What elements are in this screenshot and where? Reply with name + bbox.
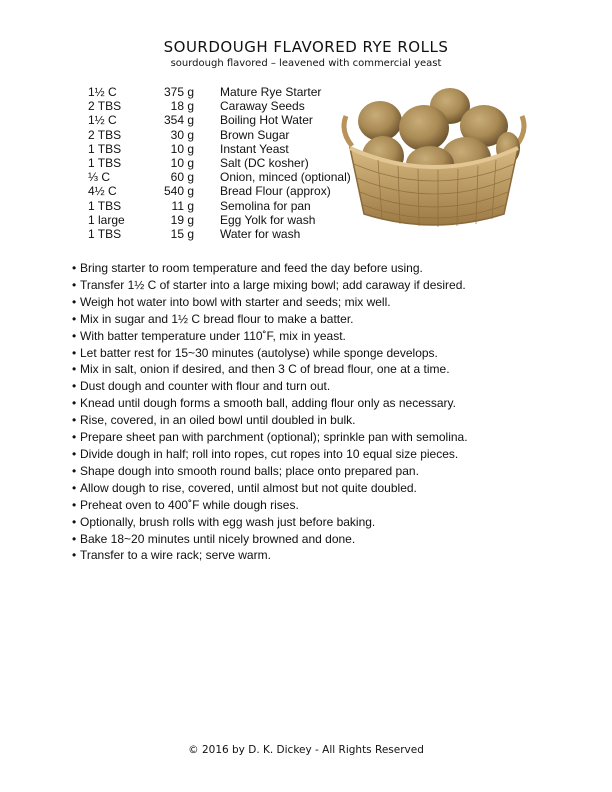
ingredient-weight: 18 g (170, 99, 194, 114)
ingredient-name: Instant Yeast (220, 141, 289, 156)
ingredient-name: Salt (DC kosher) (220, 156, 309, 171)
ingredient-name: Water for wash (220, 227, 301, 242)
ingredient-quantity: 1 TBS (88, 141, 122, 156)
bullet-icon: • (72, 311, 77, 326)
ingredient-name: Semolina for pan (220, 198, 311, 213)
bullet-icon: • (72, 430, 77, 445)
instruction-step (72, 463, 468, 480)
bullet-icon: • (72, 446, 77, 461)
ingredient-weight: 30 g (170, 127, 194, 142)
instruction-text: Transfer 1½ C of starter into a large mixing bowl; add caraway if desired. (80, 277, 466, 292)
bullet-icon: • (72, 413, 77, 428)
ingredient-name: Mature Rye Starter (220, 85, 322, 99)
instruction-step (72, 294, 468, 311)
bullet-icon: • (72, 328, 77, 343)
instruction-step (72, 412, 468, 429)
ingredient-weight: 10 g (170, 156, 194, 171)
instruction-step (72, 480, 468, 497)
ingredient-row (88, 199, 351, 213)
instruction-step (72, 497, 468, 514)
ingredient-weight: 354 g (163, 113, 194, 128)
ingredient-row (88, 227, 351, 241)
ingredient-row (88, 99, 351, 113)
ingredient-name: Brown Sugar (220, 127, 290, 142)
ingredient-quantity: ⅓ C (88, 170, 111, 185)
ingredient-weight: 15 g (170, 227, 194, 242)
bullet-icon: • (72, 480, 77, 495)
ingredient-row (88, 156, 351, 170)
ingredient-row (88, 128, 351, 142)
ingredient-quantity: 1½ C (88, 85, 117, 99)
ingredient-table (88, 85, 351, 241)
instruction-step (72, 547, 468, 564)
basket-of-rolls-image (338, 86, 530, 234)
bullet-icon: • (72, 294, 77, 309)
bullet-icon: • (72, 463, 77, 478)
ingredient-quantity: 1 TBS (88, 198, 122, 213)
instruction-text: Rise, covered, in an oiled bowl until doubled in bulk. (80, 413, 356, 428)
instruction-text: Divide dough in half; roll into ropes, cut ropes into 10 equal size pieces. (80, 446, 459, 461)
copyright-footer: © 2016 by D. K. Dickey - All Rights Reserved (188, 744, 424, 756)
instruction-step (72, 395, 468, 412)
recipe-subtitle: sourdough flavored – leavened with commercial yeast (170, 58, 442, 69)
instruction-text: Bring starter to room temperature and feed the day before using. (80, 261, 423, 275)
ingredient-row (88, 85, 351, 99)
ingredient-weight: 11 g (171, 198, 194, 213)
instruction-text: With batter temperature under 110˚F, mix in yeast. (80, 328, 346, 343)
instruction-text: Let batter rest for 15~30 minutes (autolyse) while sponge develops. (80, 345, 438, 360)
instruction-text: Preheat oven to 400˚F while dough rises. (80, 497, 299, 512)
bullet-icon: • (72, 396, 77, 411)
ingredient-weight: 540 g (163, 184, 194, 199)
instruction-text: Mix in salt, onion if desired, and then 3 C of bread flour, one at a time. (80, 362, 450, 377)
instruction-text: Bake 18~20 minutes until nicely browned and done. (80, 531, 356, 546)
ingredient-name: Caraway Seeds (220, 99, 305, 114)
instruction-text: Shape dough into smooth round balls; place onto prepared pan. (80, 463, 419, 478)
bullet-icon: • (72, 362, 77, 377)
bullet-icon: • (72, 514, 77, 529)
instruction-text: Prepare sheet pan with parchment (optional); sprinkle pan with semolina. (80, 430, 468, 445)
instruction-step (72, 311, 468, 328)
bullet-icon: • (72, 277, 77, 292)
ingredient-name: Bread Flour (approx) (220, 184, 331, 199)
bullet-icon: • (72, 379, 77, 394)
ingredient-quantity: 2 TBS (88, 99, 122, 114)
instruction-step (72, 514, 468, 531)
ingredient-quantity: 1 TBS (88, 227, 122, 242)
ingredient-quantity: 2 TBS (88, 127, 122, 142)
ingredient-quantity: 4½ C (88, 184, 117, 199)
instruction-text: Mix in sugar and 1½ C bread flour to make a batter. (80, 311, 354, 326)
basket-handle-left (344, 116, 352, 146)
instruction-step (72, 260, 468, 277)
instruction-step (72, 277, 468, 294)
ingredient-row (88, 170, 351, 184)
instruction-text: Knead until dough forms a smooth ball, adding flour only as necessary. (80, 396, 456, 411)
bullet-icon: • (72, 531, 77, 546)
ingredient-quantity: 1 large (88, 212, 125, 227)
ingredient-row (88, 213, 351, 227)
ingredient-weight: 10 g (170, 141, 194, 156)
ingredient-name: Boiling Hot Water (220, 113, 313, 128)
instruction-step (72, 429, 468, 446)
instruction-step (72, 361, 468, 378)
ingredient-row (88, 113, 351, 127)
instruction-step (72, 345, 468, 362)
bullet-icon: • (72, 497, 77, 512)
instruction-text: Dust dough and counter with flour and turn out. (80, 379, 331, 394)
ingredient-row (88, 184, 351, 198)
instruction-text: Allow dough to rise, covered, until almost but not quite doubled. (80, 480, 417, 495)
instruction-text: Weigh hot water into bowl with starter and seeds; mix well. (80, 294, 391, 309)
instruction-step (72, 531, 468, 548)
instruction-list (72, 260, 468, 564)
instruction-step (72, 328, 468, 345)
ingredient-weight: 375 g (163, 85, 194, 99)
ingredient-quantity: 1½ C (88, 113, 117, 128)
ingredient-row (88, 142, 351, 156)
ingredient-quantity: 1 TBS (88, 156, 122, 171)
ingredient-weight: 19 g (170, 212, 194, 227)
ingredient-name: Onion, minced (optional) (220, 170, 351, 185)
recipe-title: SOURDOUGH FLAVORED RYE ROLLS (163, 38, 449, 56)
instruction-text: Transfer to a wire rack; serve warm. (80, 548, 271, 563)
instruction-step (72, 378, 468, 395)
bullet-icon: • (72, 345, 77, 360)
bullet-icon: • (72, 548, 77, 563)
bullet-icon: • (72, 261, 77, 275)
ingredient-name: Egg Yolk for wash (220, 212, 316, 227)
instruction-text: Optionally, brush rolls with egg wash just before baking. (80, 514, 376, 529)
ingredient-weight: 60 g (170, 170, 194, 185)
instruction-step (72, 446, 468, 463)
